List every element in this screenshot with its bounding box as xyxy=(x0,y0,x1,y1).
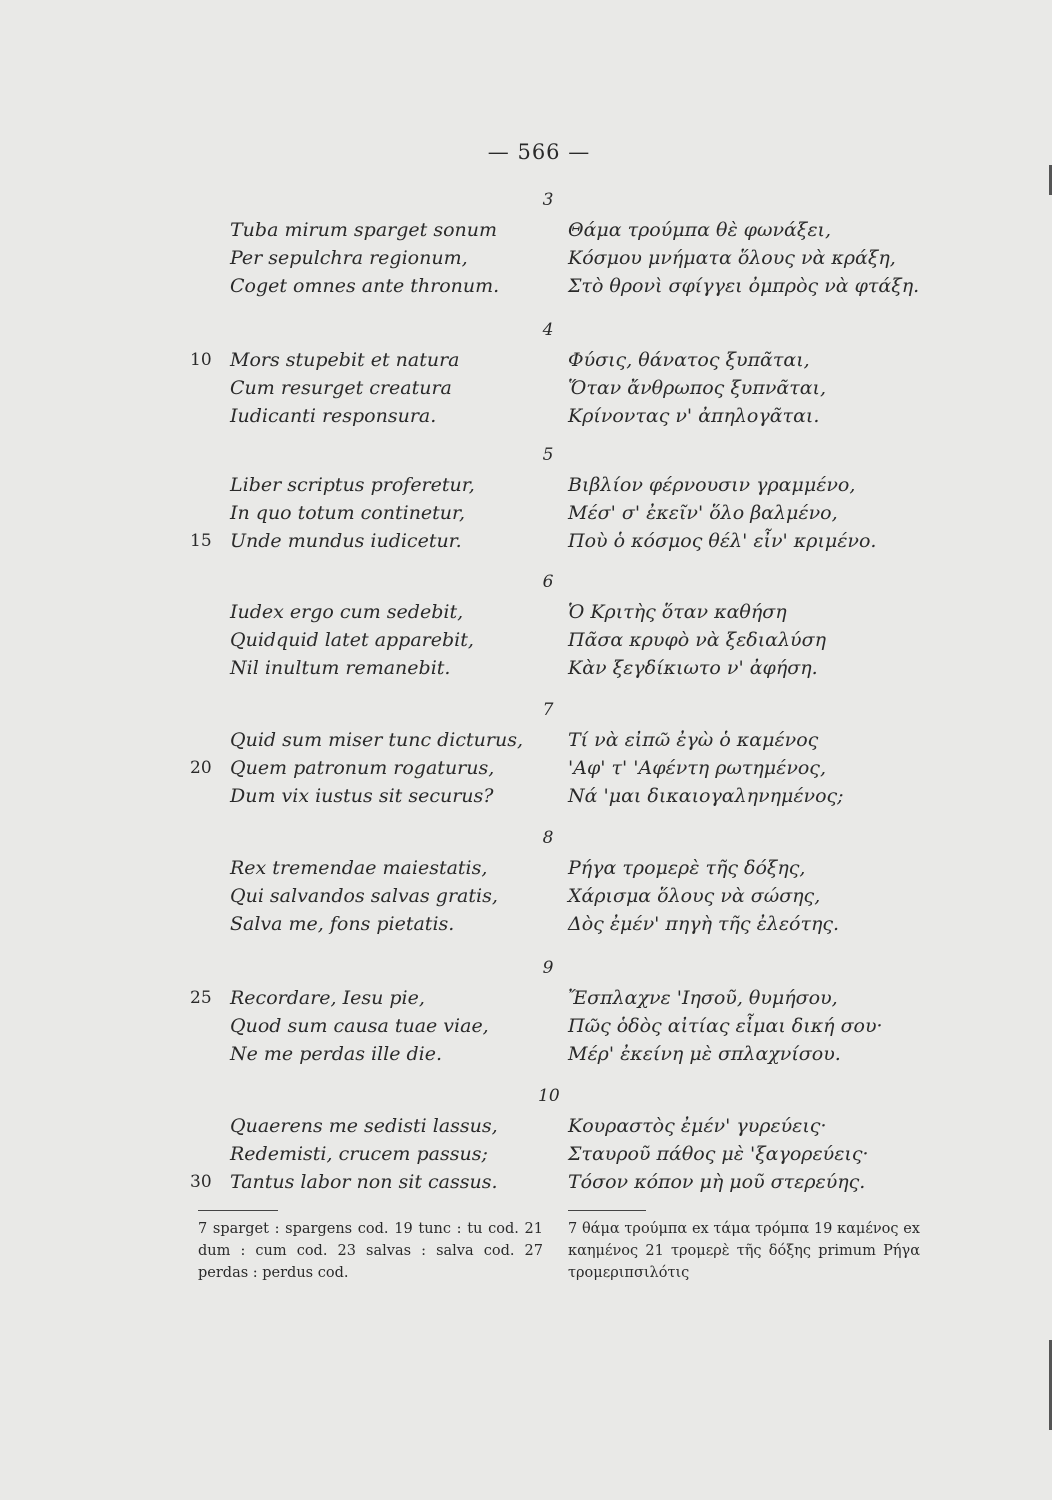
stanza xyxy=(0,445,1052,555)
latin-verse-text: In quo totum continetur, xyxy=(230,502,466,524)
line-number: 30 xyxy=(190,1172,212,1192)
greek-verse-line: Μέσ' σ' ἐκεῖν' ὅλο βαλμένο, xyxy=(568,502,838,524)
latin-verse-text: Ne me perdas ille die. xyxy=(230,1043,443,1065)
greek-verse-line: Κρίνοντας ν' ἀπηλογᾶται. xyxy=(568,405,820,427)
stanza-number: 9 xyxy=(542,958,554,978)
greek-verse-line: Βιβλίον φέρνουσιν γραμμένο, xyxy=(568,474,856,496)
greek-verse-line: Πᾶσα κρυφὸ νὰ ξεδιαλύση xyxy=(568,629,826,651)
stanza-number: 3 xyxy=(542,190,554,210)
stanza-number: 10 xyxy=(538,1086,560,1106)
latin-verse-line xyxy=(230,272,499,300)
latin-verse-text: Mors stupebit et natura xyxy=(230,349,460,371)
greek-stanza xyxy=(568,471,876,555)
latin-verse-line xyxy=(190,1168,498,1196)
line-number: 25 xyxy=(190,988,212,1008)
latin-stanza xyxy=(230,216,499,300)
greek-verse-line: 'Αφ' τ' 'Αφέντη ρωτημένος, xyxy=(568,757,826,779)
greek-verse-line: Χάρισμα ὅλους νὰ σώσης, xyxy=(568,885,821,907)
greek-verse-line: Στὸ θρονὶ σφίγγει ὀμπρὸς νὰ φτάξη. xyxy=(568,275,920,297)
latin-verse-line xyxy=(230,471,475,499)
greek-verse-line: Τί νὰ εἰπῶ ἐγὼ ὁ καμένος xyxy=(568,729,819,751)
latin-verse-line xyxy=(230,1040,489,1068)
latin-verse-text: Rex tremendae maiestatis, xyxy=(230,857,488,879)
stanza-number: 7 xyxy=(542,700,554,720)
greek-verse-line: Νά 'μαι δικαιογαληνημένος; xyxy=(568,785,844,807)
latin-verse-line xyxy=(190,346,460,374)
latin-verse-text: Dum vix iustus sit securus? xyxy=(230,785,494,807)
greek-stanza xyxy=(568,346,826,430)
greek-verse-line: Πῶς ὁδὸς αἰτίας εἶμαι δική σου· xyxy=(568,1015,883,1037)
latin-verse-text: Per sepulchra regionum, xyxy=(230,247,468,269)
latin-verse-text: Cum resurget creatura xyxy=(230,377,452,399)
greek-verse-line: Θάμα τρούμπα θὲ φωνάξει, xyxy=(568,219,832,241)
greek-verse-line: Ὁ Κριτὴς ὅταν καθήση xyxy=(568,601,787,623)
latin-verse-text: Nil inultum remanebit. xyxy=(230,657,451,679)
latin-verse-text: Quaerens me sedisti lassus, xyxy=(230,1115,498,1137)
latin-verse-line xyxy=(190,754,523,782)
stanza-number: 6 xyxy=(542,572,554,592)
greek-verse-line: Μέρ' ἐκείνη μὲ σπλαχνίσου. xyxy=(568,1043,841,1065)
footnote-rule-left xyxy=(198,1210,278,1211)
latin-stanza xyxy=(190,471,475,555)
greek-stanza xyxy=(568,984,883,1068)
latin-verse-text: Liber scriptus proferetur, xyxy=(230,474,475,496)
latin-stanza xyxy=(230,598,474,682)
greek-stanza xyxy=(568,726,844,810)
latin-verse-text: Quod sum causa tuae viae, xyxy=(230,1015,489,1037)
stanza xyxy=(0,700,1052,810)
greek-verse-line: Ρήγα τρομερὲ τῆς δόξης, xyxy=(568,857,806,879)
line-number: 10 xyxy=(190,350,212,370)
latin-verse-line xyxy=(230,626,474,654)
line-number: 15 xyxy=(190,531,212,551)
latin-verse-line xyxy=(230,1112,498,1140)
latin-verse-text: Recordare, Iesu pie, xyxy=(230,987,425,1009)
latin-verse-line xyxy=(190,527,475,555)
latin-verse-text: Salva me, fons pietatis. xyxy=(230,913,455,935)
greek-verse-line: Κουραστὸς ἐμέν' γυρεύεις· xyxy=(568,1115,827,1137)
latin-verse-line xyxy=(190,984,489,1012)
greek-verse-line: Κόσμου μνήματα ὅλους νὰ κράξη, xyxy=(568,247,896,269)
footnote-rule-right xyxy=(568,1210,646,1211)
latin-verse-line xyxy=(230,726,523,754)
greek-verse-line: Τόσον κόπον μὴ μοῦ στερεύης. xyxy=(568,1171,866,1193)
latin-verse-text: Coget omnes ante thronum. xyxy=(230,275,500,297)
greek-apparatus-note: 7 θάμα τρούμπα ex τάμα τρόμπα 19 καμένος ex καημένος 21 τρομερὲ τῆς δόξης primum Ρήγα τρομεριπσιλότις xyxy=(568,1221,920,1281)
latin-verse-line xyxy=(230,910,498,938)
greek-stanza xyxy=(568,1112,869,1196)
page-number: — 566 — xyxy=(487,140,591,164)
latin-verse-text: Unde mundus iudicetur. xyxy=(230,530,462,552)
latin-stanza xyxy=(190,984,489,1068)
stanza xyxy=(0,572,1052,682)
stanza-number: 4 xyxy=(542,320,554,340)
latin-stanza xyxy=(190,1112,498,1196)
latin-apparatus-note: 7 sparget : spargens cod. 19 tunc : tu cod. 21 dum : cum cod. 23 salvas : salva cod. 27 perdas : perdus cod. xyxy=(198,1221,543,1281)
latin-verse-line xyxy=(230,782,523,810)
greek-verse-line: Σταυροῦ πάθος μὲ 'ξαγορεύεις· xyxy=(568,1143,869,1165)
stanza xyxy=(0,828,1052,938)
latin-stanza xyxy=(190,346,460,430)
latin-verse-text: Iudicanti responsura. xyxy=(230,405,437,427)
latin-stanza xyxy=(230,854,498,938)
latin-stanza xyxy=(190,726,523,810)
latin-verse-text: Quid sum miser tunc dicturus, xyxy=(230,729,523,751)
latin-verse-line xyxy=(230,216,499,244)
stanza-number: 8 xyxy=(542,828,554,848)
greek-stanza xyxy=(568,598,826,682)
latin-verse-text: Quem patronum rogaturus, xyxy=(230,757,495,779)
latin-verse-line xyxy=(230,882,498,910)
greek-stanza xyxy=(568,216,919,300)
latin-verse-text: Tuba mirum sparget sonum xyxy=(230,219,497,241)
latin-verse-line xyxy=(230,854,498,882)
latin-verse-text: Iudex ergo cum sedebit, xyxy=(230,601,464,623)
line-number: 20 xyxy=(190,758,212,778)
greek-verse-line: Ἔσπλαχνε 'Ιησοῦ, θυμήσου, xyxy=(568,987,838,1009)
stanza xyxy=(0,1086,1052,1196)
stanza xyxy=(0,958,1052,1068)
greek-verse-line: Ὅταν ἄνθρωπος ξυπνᾶται, xyxy=(568,377,827,399)
latin-verse-text: Quidquid latet apparebit, xyxy=(230,629,474,651)
latin-verse-text: Tantus labor non sit cassus. xyxy=(230,1171,498,1193)
greek-verse-line: Ποὺ ὁ κόσμος θέλ' εἶν' κριμένο. xyxy=(568,530,877,552)
stanza xyxy=(0,320,1052,430)
latin-verse-text: Redemisti, crucem passus; xyxy=(230,1143,488,1165)
greek-stanza xyxy=(568,854,839,938)
greek-verse-line: Φύσις, θάνατος ξυπᾶται, xyxy=(568,349,810,371)
latin-verse-line xyxy=(230,402,459,430)
greek-verse-line: Κὰν ξεγδίκιωτο ν' ἀφήση. xyxy=(568,657,818,679)
latin-verse-text: Qui salvandos salvas gratis, xyxy=(230,885,498,907)
greek-verse-line: Δὸς ἐμέν' πηγὴ τῆς ἐλεότης. xyxy=(568,913,840,935)
latin-verse-line xyxy=(230,244,499,272)
latin-verse-line xyxy=(230,1012,489,1040)
latin-verse-line xyxy=(230,1140,498,1168)
latin-verse-line xyxy=(230,654,474,682)
latin-verse-line xyxy=(230,499,475,527)
latin-verse-line xyxy=(230,374,459,402)
stanza xyxy=(0,190,1052,300)
stanza-number: 5 xyxy=(542,445,554,465)
latin-verse-line xyxy=(230,598,474,626)
